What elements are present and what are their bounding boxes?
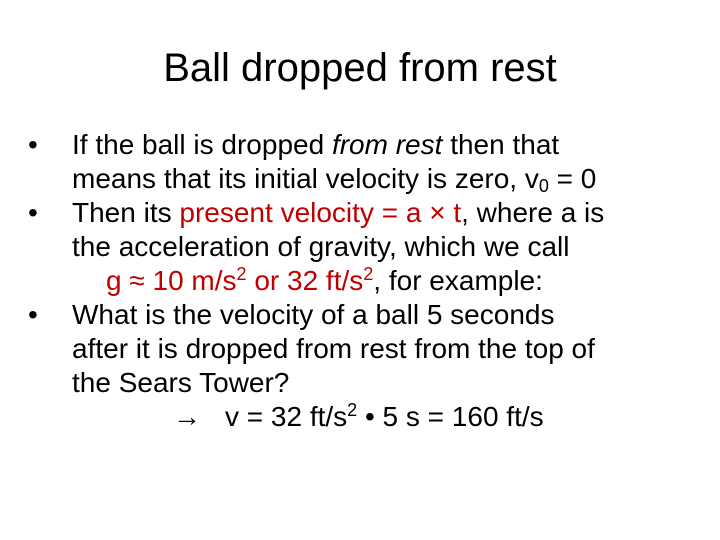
bullet-icon: • [28,299,38,330]
text-run: g ≈ 10 m/s [106,265,237,296]
bullet-3-line-2: after it is dropped from rest from the top of [72,333,595,364]
bullet-1-line-1 [72,128,708,162]
text-run: Then its [72,197,180,228]
superscript: 2 [363,264,374,284]
text-run: , where a is [461,197,605,228]
text-run: v = 32 ft/s [225,401,348,432]
bullet-1-line-2 [72,162,708,196]
bullet-icon: • [28,197,38,228]
text-run: If the ball is dropped [72,129,332,160]
bullet-3-line-3: the Sears Tower? [72,367,290,398]
bullet-2-line-2: the acceleration of gravity, which we call [72,231,570,262]
text-run: • 5 s = 160 ft/s [357,401,544,432]
bullet-item-2 [28,196,708,298]
bullet-2-line-3 [72,264,708,298]
highlight-text: present velocity = a × t [179,197,462,228]
text-run: , for example: [373,265,543,296]
subscript: 0 [538,176,549,196]
slide-body [28,128,708,434]
text-run: means that its initial velocity is zero, v [72,163,539,194]
bullet-item-3 [28,298,708,434]
superscript: 2 [347,400,358,420]
superscript: 2 [236,264,247,284]
highlight-text [106,265,373,296]
slide-title: Ball dropped from rest [163,46,557,90]
bullet-icon: • [28,129,38,160]
right-arrow-icon: → [173,401,201,432]
text-run: then that [442,129,560,160]
text-run: = 0 [548,163,597,194]
bullet-item-1 [28,128,708,196]
bullet-3-line-4 [72,400,708,434]
bullet-2-line-1 [72,196,708,230]
text-run: or 32 ft/s [246,265,364,296]
emphasis-text: from rest [331,129,443,160]
bullet-3-line-1: What is the velocity of a ball 5 seconds [72,299,555,330]
